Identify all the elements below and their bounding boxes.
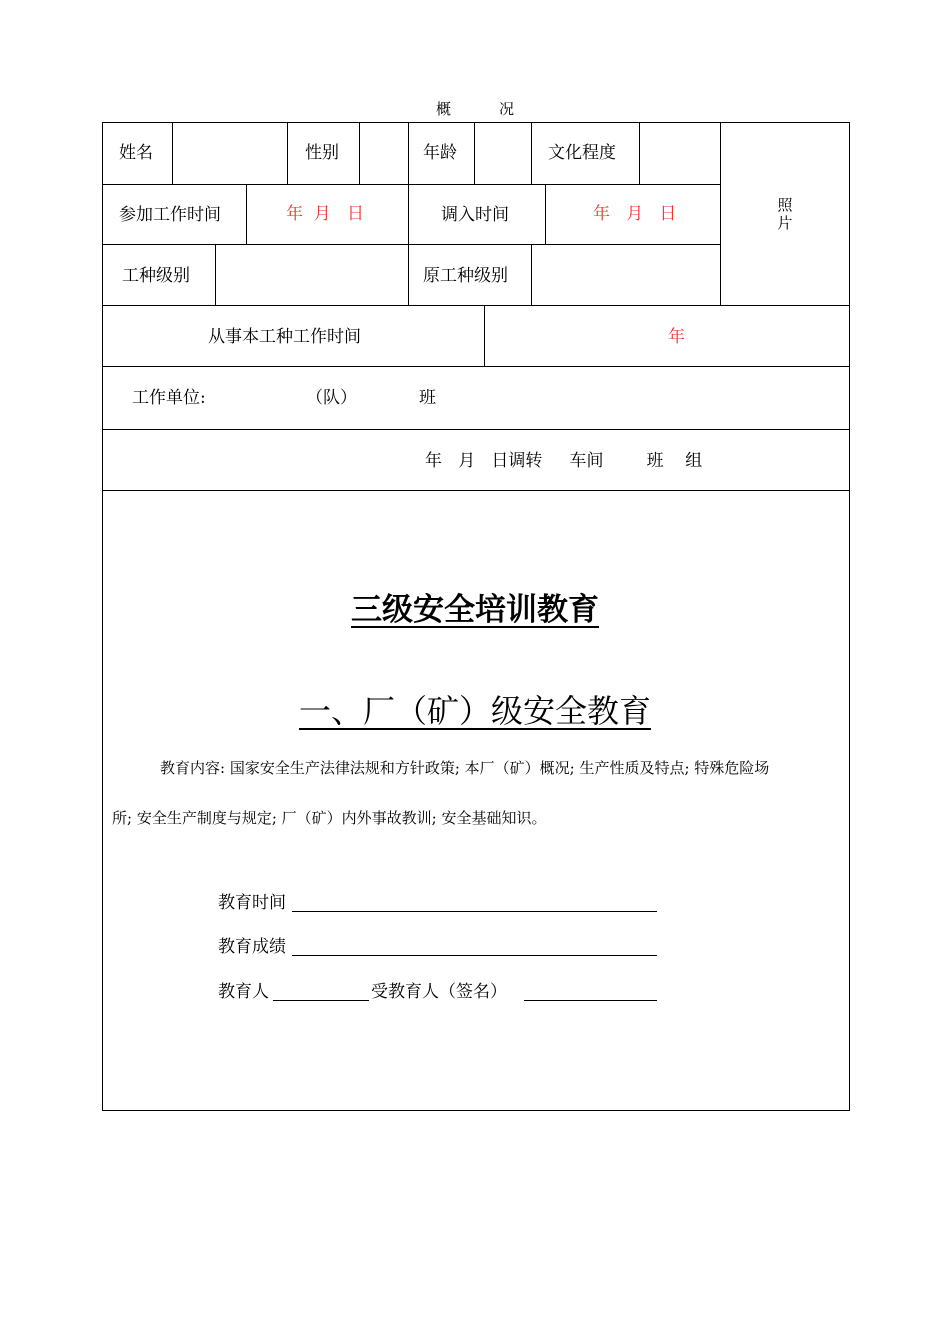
start-work-date: 年 月 日 <box>286 204 365 224</box>
col-line <box>720 122 721 305</box>
education-label: 文化程度 <box>548 143 616 163</box>
orig-job-level-label: 原工种级别 <box>423 266 508 286</box>
transfer-in-date: 年 月 日 <box>593 204 677 224</box>
col-line <box>639 122 640 184</box>
photo-char2: 片 <box>777 214 793 232</box>
section-title: 三级安全培训教育 <box>351 592 599 628</box>
transfer-text: 年 月 日调转 车间 班 组 <box>425 451 703 471</box>
row-line-5 <box>102 429 850 430</box>
col-line <box>172 122 173 184</box>
row-line-6 <box>102 490 850 491</box>
col-line <box>246 184 247 244</box>
team-label: （队） <box>306 388 357 408</box>
edu-time-line[interactable] <box>292 911 657 912</box>
edu-score-label: 教育成绩 <box>218 937 286 957</box>
border-top <box>102 122 850 123</box>
edu-time-label: 教育时间 <box>218 893 286 913</box>
trainee-label: 受教育人（签名） <box>371 982 507 1002</box>
col-line <box>474 122 475 184</box>
gender-label: 性别 <box>305 143 339 163</box>
caption-part1: 概 <box>435 100 451 118</box>
col-line <box>287 122 288 184</box>
table-caption <box>0 98 950 119</box>
name-label: 姓名 <box>119 143 153 163</box>
age-label: 年龄 <box>423 143 457 163</box>
border-bottom <box>102 1110 850 1111</box>
row-line-3 <box>102 305 850 306</box>
class-label: 班 <box>419 388 436 408</box>
col-line <box>531 122 532 184</box>
years-in-job-value: 年 <box>668 327 685 347</box>
col-line <box>359 122 360 184</box>
section-subtitle: 一、厂（矿）级安全教育 <box>298 692 651 730</box>
col-line <box>215 244 216 305</box>
content-line-2: 所; 安全生产制度与规定; 厂（矿）内外事故教训; 安全基础知识。 <box>112 809 547 827</box>
col-line <box>484 305 485 366</box>
content-line-1: 教育内容: 国家安全生产法律法规和方针政策; 本厂（矿）概况; 生产性质及特点; 特殊危险场 <box>160 759 770 777</box>
start-work-label: 参加工作时间 <box>119 205 221 225</box>
row-line-4 <box>102 366 850 367</box>
col-line <box>531 244 532 305</box>
job-level-label: 工种级别 <box>122 266 190 286</box>
trainee-line[interactable] <box>524 1000 657 1001</box>
educator-label: 教育人 <box>218 982 269 1002</box>
years-in-job-label: 从事本工种工作时间 <box>208 327 361 347</box>
caption-part2: 况 <box>499 100 515 118</box>
work-unit-label: 工作单位: <box>132 388 206 408</box>
col-line <box>545 184 546 244</box>
edu-score-line[interactable] <box>292 955 657 956</box>
photo-char1: 照 <box>777 196 793 214</box>
row-line-2 <box>102 244 720 245</box>
transfer-in-label: 调入时间 <box>441 205 509 225</box>
educator-line[interactable] <box>273 1000 369 1001</box>
row-line-1 <box>102 184 720 185</box>
col-line <box>408 122 409 305</box>
